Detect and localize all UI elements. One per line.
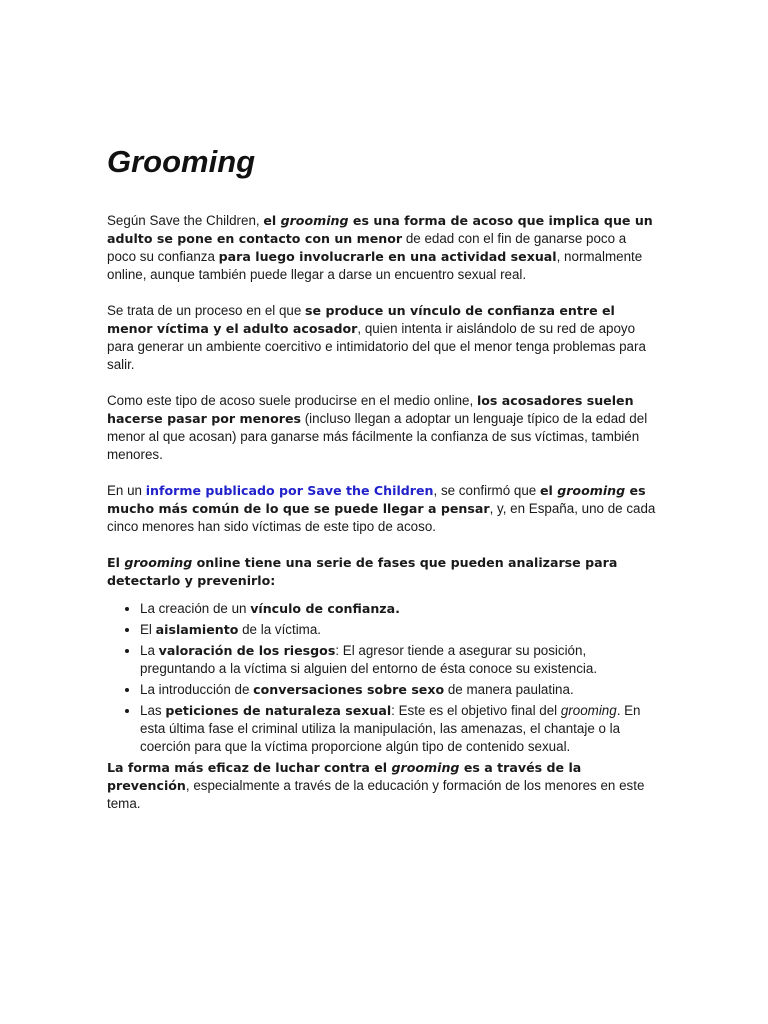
bold-segment: para luego involucrarle en una actividad sexual — [218, 249, 557, 264]
paragraph-process — [107, 302, 657, 374]
text-segment: , se confirmó que — [433, 483, 540, 498]
paragraph-report — [107, 482, 657, 536]
italic-term: grooming — [391, 760, 460, 775]
bold-segment: se produce un vínculo de confianza entre el menor víctima y el adulto acosador — [107, 303, 615, 336]
list-item — [140, 642, 657, 678]
text-segment: La — [140, 643, 159, 658]
bold-text: es una forma de acoso que implica que un adulto se pone en contacto con un menor — [107, 213, 653, 246]
text-segment: Según Save the Children, — [107, 213, 264, 228]
text-segment: : Este es el objetivo final del — [391, 703, 561, 718]
text-segment: En un — [107, 483, 146, 498]
bold-text: online tiene una serie de fases que pueden analizarse para detectarlo y prevenirlo: — [107, 555, 618, 588]
text-segment: Se trata de un proceso en el que — [107, 303, 306, 318]
text-segment: Las — [140, 703, 166, 718]
bold-segment: valoración de los riesgos — [158, 643, 336, 658]
italic-term: grooming — [557, 483, 626, 498]
list-item — [140, 600, 657, 618]
text-segment: de edad con el fin de ganarse poco a poco su confianza — [107, 231, 627, 264]
page-title: Grooming — [107, 144, 256, 179]
bold-text: El — [107, 555, 125, 570]
text-segment: , normalmente online, aunque también puede llegar a darse un encuentro sexual real. — [107, 249, 643, 282]
bold-segment: aislamiento — [155, 622, 239, 637]
phases-list — [107, 600, 657, 756]
text-segment: La creación de un — [140, 601, 251, 616]
bold-segment: peticiones de naturaleza sexual — [165, 703, 392, 718]
paragraph-definition — [107, 212, 657, 284]
paragraph-online — [107, 392, 657, 464]
text-segment: , especialmente a través de la educación y formación de los menores en este tema. — [107, 778, 645, 811]
text-segment: de la víctima. — [238, 622, 321, 637]
list-item — [140, 621, 657, 639]
bold-text: La forma más eficaz de luchar contra el — [107, 760, 392, 775]
text-segment: : El agresor tiende a asegurar su posición, preguntando a la víctima si alguien del entorno de ésta conoce su existencia. — [140, 643, 598, 676]
text-segment: . En esta última fase el criminal utiliza la manipulación, las amenazas, el chantaje o la coerción para que la víctima proporcione algún tipo de contenido sexual. — [140, 703, 641, 754]
bold-segment: vínculo de confianza. — [250, 601, 400, 616]
italic-term: grooming — [560, 703, 617, 718]
text-segment: , y, en España, uno de cada cinco menores han sido víctimas de este tipo de acoso. — [107, 501, 656, 534]
link-text[interactable]: informe publicado por Save the Children — [145, 483, 434, 498]
document-page — [107, 142, 657, 831]
bold-segment: los acosadores suelen hacerse pasar por menores — [107, 393, 634, 426]
bold-segment: conversaciones sobre sexo — [253, 682, 445, 697]
text-segment: de manera paulatina. — [444, 682, 574, 697]
text-segment: (incluso llegan a adoptar un lenguaje típico de la edad del menor al que acosan) para ganarse más fácilmente la confianza de sus víctimas, también menores. — [107, 411, 648, 462]
bold-text: es a través de la prevención — [107, 760, 582, 793]
list-item — [140, 702, 657, 756]
text-segment: Como este tipo de acoso suele producirse en el medio online, — [107, 393, 477, 408]
italic-term: grooming — [280, 213, 349, 228]
bold-text: es mucho más común de lo que se puede llegar a pensar — [107, 483, 646, 516]
bold-segment — [107, 555, 617, 588]
bold-text: el — [539, 483, 558, 498]
paragraph-prevention — [107, 759, 657, 813]
report-link[interactable] — [146, 483, 434, 498]
paragraph-phases-intro — [107, 554, 657, 590]
bold-text: el — [263, 213, 281, 228]
list-item — [140, 681, 657, 699]
text-segment: , quien intenta ir aislándolo de su red de apoyo para generar un ambiente coercitivo e intimidatorio del que el menor tenga problemas para salir. — [107, 321, 646, 372]
text-segment: El — [140, 622, 156, 637]
text-segment: La introducción de — [140, 682, 254, 697]
italic-term: grooming — [124, 555, 193, 570]
